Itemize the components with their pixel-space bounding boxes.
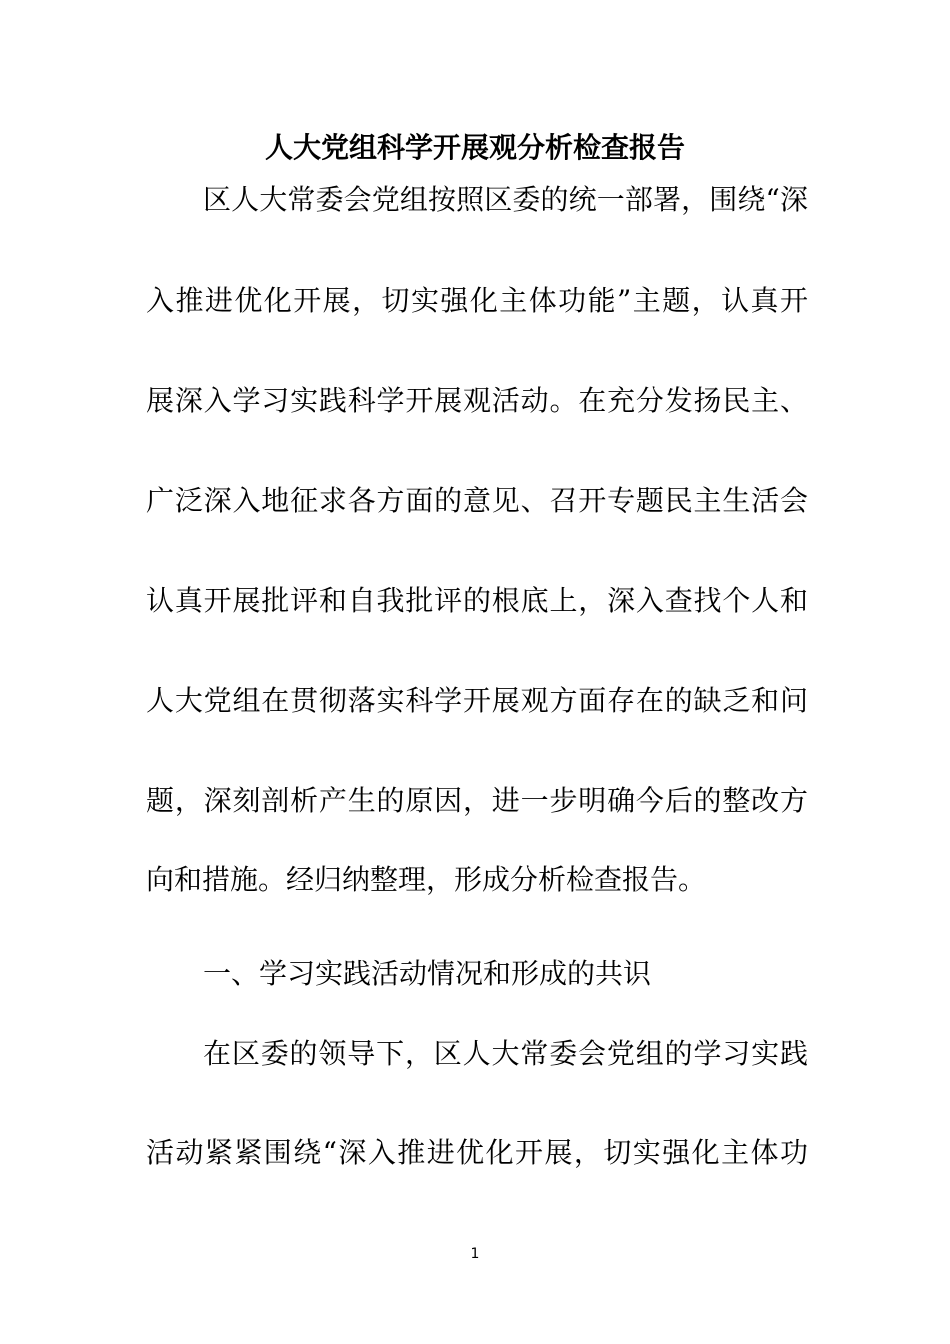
text-line: 题，深刻剖析产生的原因，进一步明确今后的整改方	[146, 784, 808, 817]
text-line: 在区委的领导下，区人大常委会党组的学习实践	[203, 1037, 808, 1070]
text-line: 区人大常委会党组按照区委的统一部署，围绕“深	[203, 183, 808, 216]
text-line: 入推进优化开展，切实强化主体功能”主题，认真开	[146, 284, 808, 317]
text-line: 展深入学习实践科学开展观活动。在充分发扬民主、	[146, 384, 808, 417]
text-line: 认真开展批评和自我批评的根底上，深入查找个人和	[146, 584, 808, 617]
text-line: 广泛深入地征求各方面的意见、召开专题民主生活会	[146, 484, 808, 517]
section-heading: 一、学习实践活动情况和形成的共识	[203, 957, 652, 990]
text-line: 向和措施。经归纳整理，形成分析检查报告。	[146, 863, 707, 896]
text-line: 活动紧紧围绕“深入推进优化开展，切实强化主体功	[146, 1136, 808, 1169]
page-number: 1	[470, 1246, 480, 1262]
text-line: 人大党组在贯彻落实科学开展观方面存在的缺乏和问	[146, 684, 808, 717]
document-title: 人大党组科学开展观分析检查报告	[264, 131, 685, 164]
